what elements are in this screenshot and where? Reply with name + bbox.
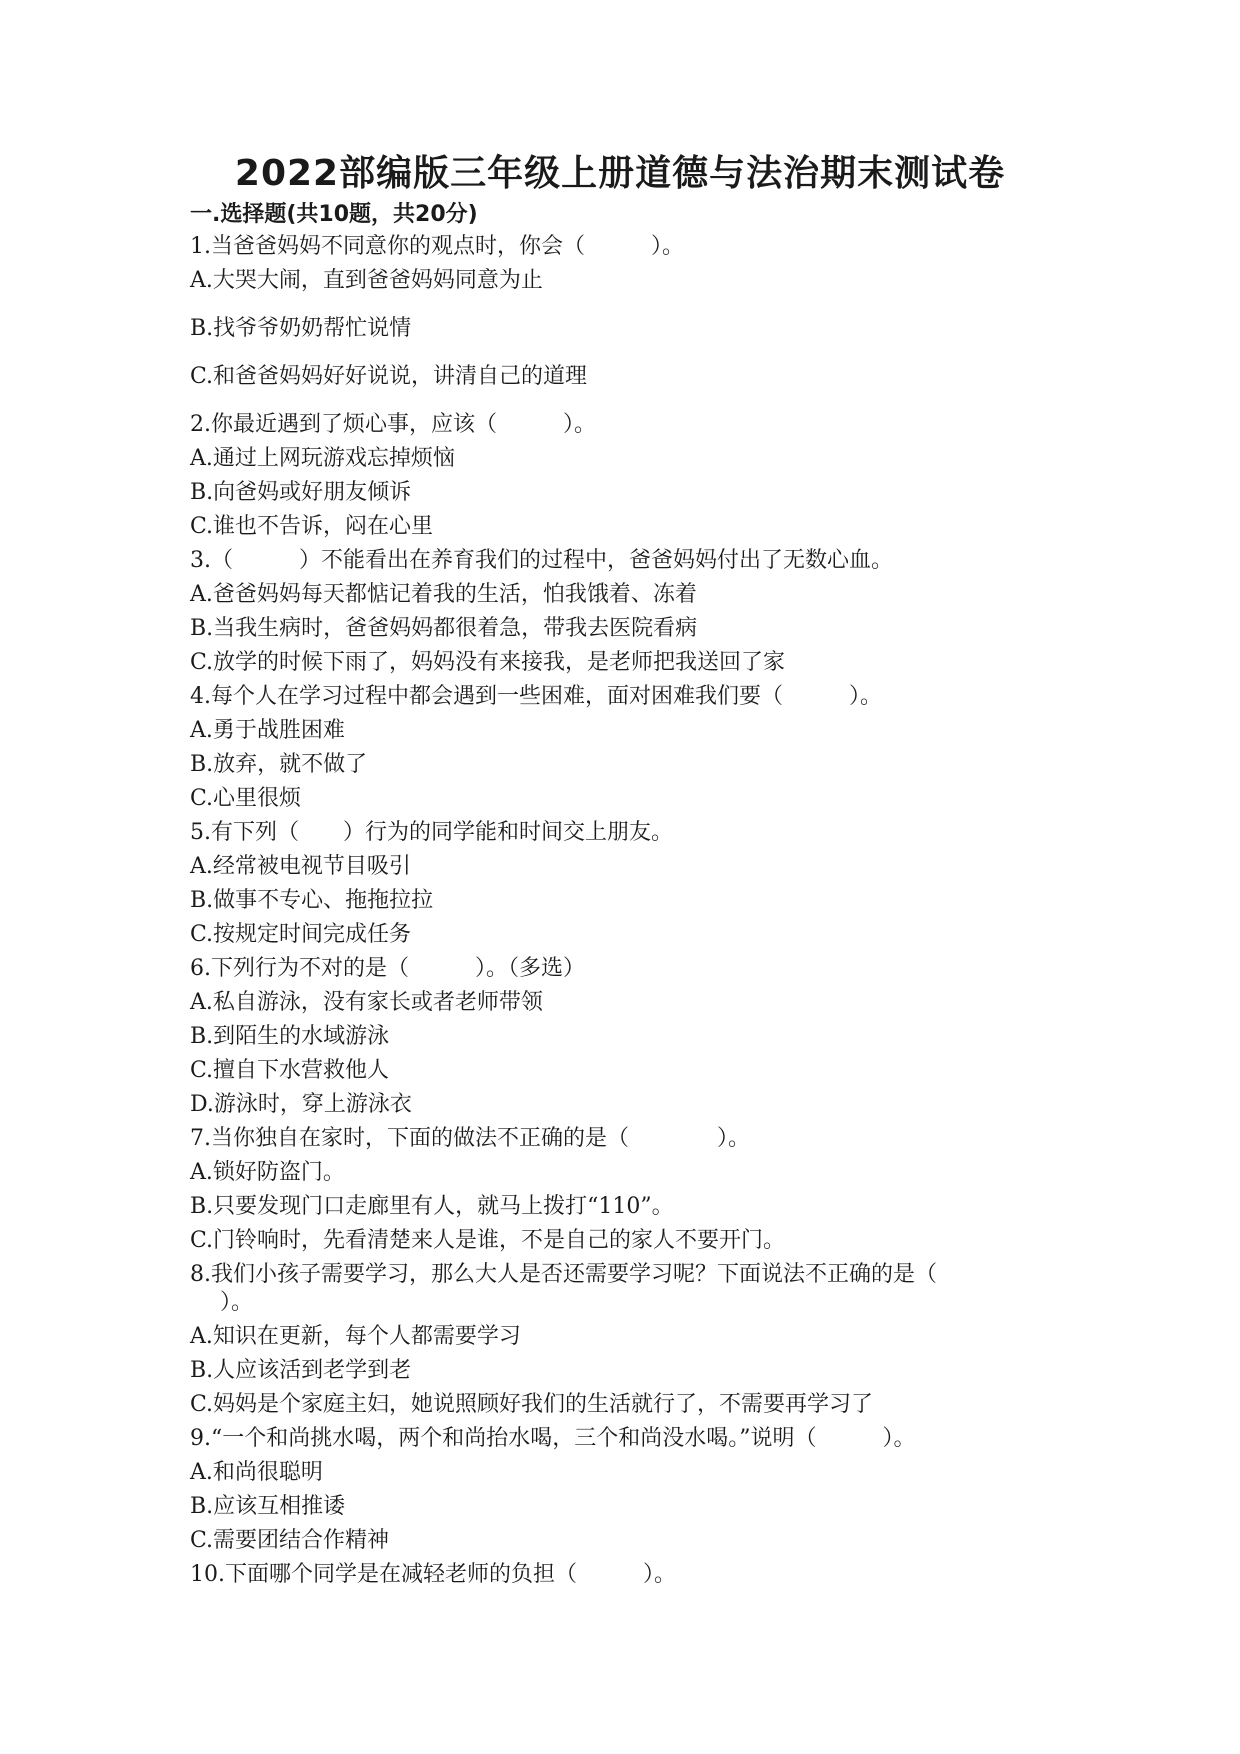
question-stem: 3.（ ）不能看出在养育我们的过程中，爸爸妈妈付出了无数心血。 — [190, 548, 893, 573]
option-item: A.大哭大闹，直到爸爸妈妈同意为止 — [190, 268, 543, 293]
option-item: C.和爸爸妈妈好好说说，讲清自己的道理 — [190, 364, 588, 389]
option-item: C.需要团结合作精神 — [190, 1528, 390, 1553]
option-item: A.经常被电视节目吸引 — [190, 854, 411, 879]
option-item: A.锁好防盗门。 — [190, 1160, 345, 1185]
option-item: B.当我生病时，爸爸妈妈都很着急，带我去医院看病 — [190, 616, 698, 641]
option-item: B.找爷爷奶奶帮忙说情 — [190, 316, 412, 341]
option-item: C.门铃响时，先看清楚来人是谁，不是自己的家人不要开门。 — [190, 1228, 786, 1253]
option-item: D.游泳时，穿上游泳衣 — [190, 1092, 412, 1117]
question-stem: 10.下面哪个同学是在减轻老师的负担（ ）。 — [190, 1562, 676, 1587]
question-stem: 7.当你独自在家时，下面的做法不正确的是（ ）。 — [190, 1126, 750, 1151]
option-item: C.放学的时候下雨了，妈妈没有来接我，是老师把我送回了家 — [190, 650, 786, 675]
question-stem: 2.你最近遇到了烦心事，应该（ ）。 — [190, 412, 596, 437]
option-item: A.知识在更新，每个人都需要学习 — [190, 1324, 521, 1349]
option-item: A.爸爸妈妈每天都惦记着我的生活，怕我饿着、冻着 — [190, 582, 697, 607]
option-item: C.擅自下水营救他人 — [190, 1058, 390, 1083]
exam-title: 2022部编版三年级上册道德与法治期末测试卷 — [234, 153, 1006, 194]
question-stem: 4.每个人在学习过程中都会遇到一些困难，面对困难我们要（ ）。 — [190, 684, 882, 709]
question-stem: 8.我们小孩子需要学习，那么大人是否还需要学习呢？下面说法不正确的是（ — [190, 1262, 937, 1287]
option-item: C.妈妈是个家庭主妇，她说照顾好我们的生活就行了，不需要再学习了 — [190, 1392, 874, 1417]
question-stem: 9.“一个和尚挑水喝，两个和尚抬水喝，三个和尚没水喝。”说明（ ）。 — [190, 1426, 916, 1451]
option-item: B.做事不专心、拖拖拉拉 — [190, 888, 434, 913]
question-stem: 1.当爸爸妈妈不同意你的观点时，你会（ ）。 — [190, 234, 684, 259]
question-stem-continuation: ）。 — [220, 1290, 254, 1315]
option-item: B.到陌生的水域游泳 — [190, 1024, 390, 1049]
option-item: B.人应该活到老学到老 — [190, 1358, 412, 1383]
section-heading: 一.选择题(共10题，共20分) — [190, 202, 478, 227]
option-item: A.勇于战胜困难 — [190, 718, 345, 743]
option-item: C.心里很烦 — [190, 786, 302, 811]
option-item: A.和尚很聪明 — [190, 1460, 323, 1485]
option-item: B.只要发现门口走廊里有人，就马上拨打“110”。 — [190, 1194, 674, 1219]
option-item: B.应该互相推诿 — [190, 1494, 346, 1519]
option-item: B.向爸妈或好朋友倾诉 — [190, 480, 412, 505]
option-item: C.按规定时间完成任务 — [190, 922, 412, 947]
option-item: C.谁也不告诉，闷在心里 — [190, 514, 434, 539]
question-stem: 6.下列行为不对的是（ ）。（多选） — [190, 956, 585, 981]
option-item: B.放弃，就不做了 — [190, 752, 368, 777]
question-stem: 5.有下列（ ）行为的同学能和时间交上朋友。 — [190, 820, 673, 845]
option-item: A.私自游泳，没有家长或者老师带领 — [190, 990, 543, 1015]
option-item: A.通过上网玩游戏忘掉烦恼 — [190, 446, 455, 471]
